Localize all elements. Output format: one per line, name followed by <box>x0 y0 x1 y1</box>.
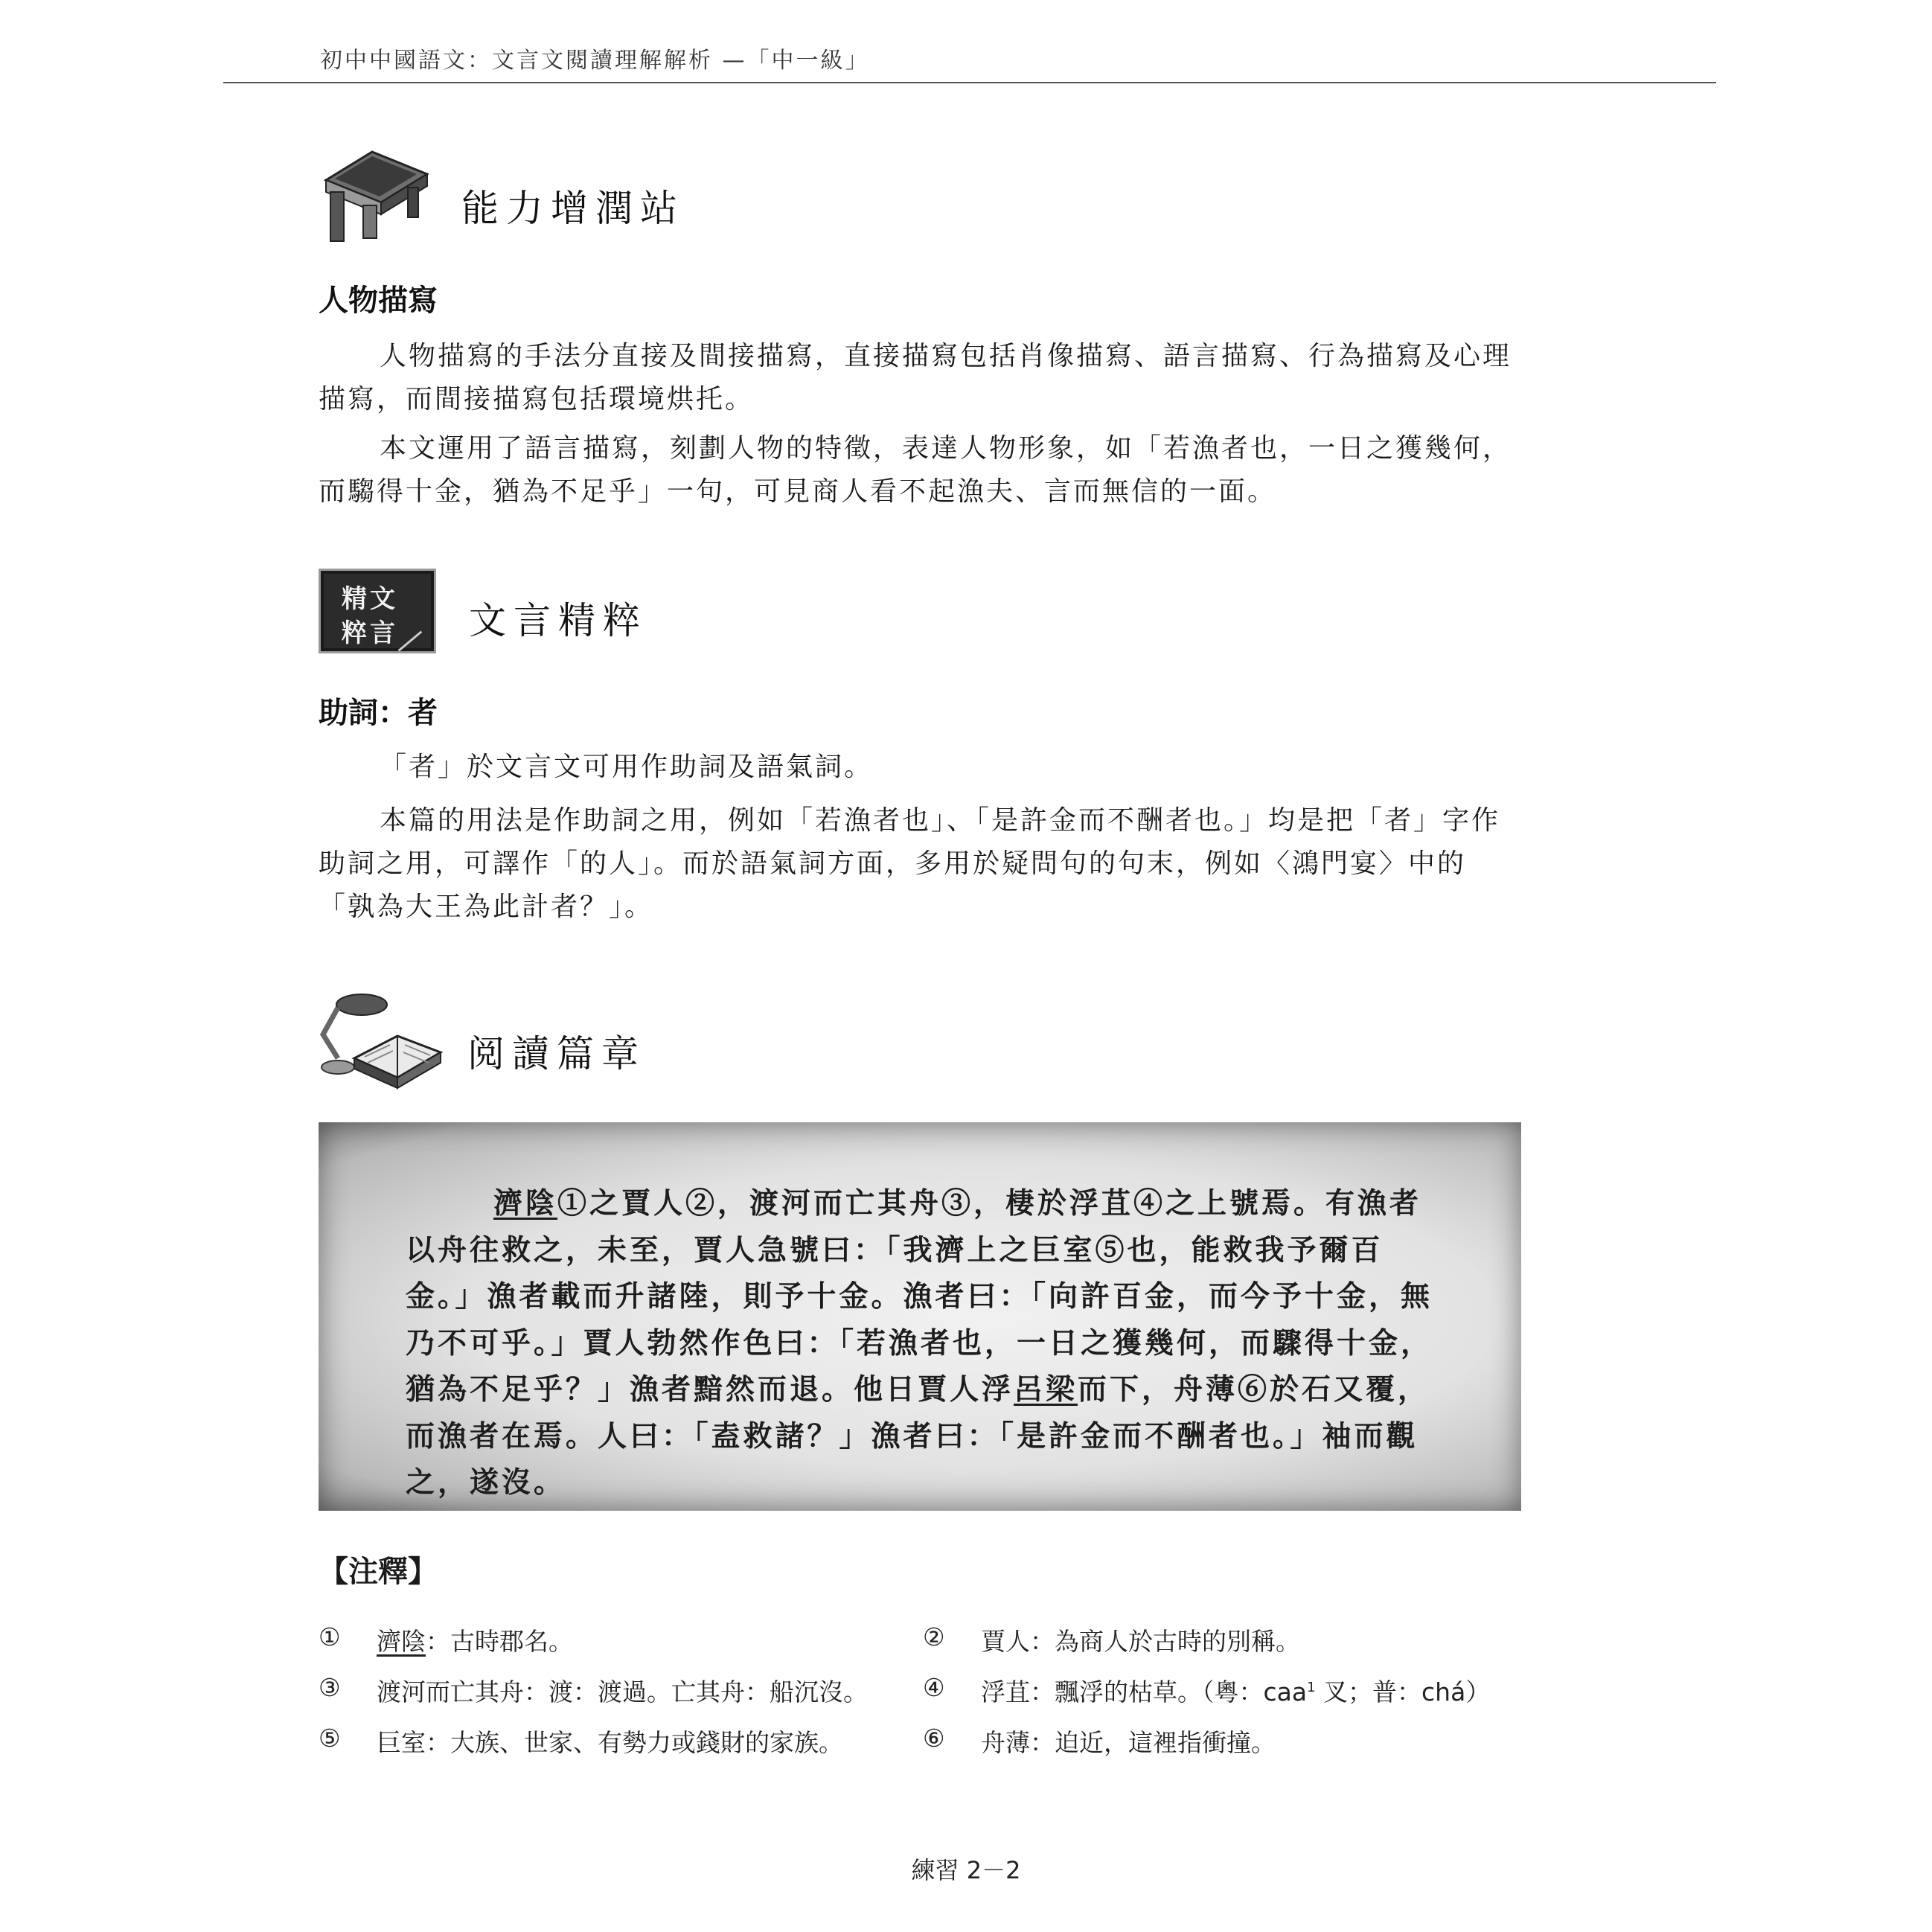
tone-number: 1 <box>1307 1680 1316 1695</box>
note-number: ⑥ <box>923 1724 945 1753</box>
section-title-reading: 阅讀篇章 <box>467 1032 646 1075</box>
paragraph: 人物描寫的手法分直接及間接描寫，直接描寫包括肖像描寫、語言描寫、行為描寫及心理描寫，而間接描寫包括環境烘托。 <box>319 341 1512 415</box>
subhead-particle: 助詞：者 <box>319 696 438 730</box>
page-number: 練習 2－2 <box>911 1856 1021 1884</box>
paragraph: 本文運用了語言描寫，刻劃人物的特徵，表達人物形象，如「若漁者也，一日之獲幾何，而騶得十金，猶為不足乎」一句，可見商人看不起漁夫、言而無信的一面。 <box>319 433 1512 507</box>
essence-badge-icon <box>319 569 436 653</box>
note-definition: 浮苴：飄浮的枯草。（粵：caa <box>981 1677 1308 1707</box>
note-definition: ：古時郡名。 <box>426 1627 573 1656</box>
paragraph: 「者」於文言文可用作助詞及語氣詞。 <box>380 752 874 782</box>
note-text <box>377 1622 573 1657</box>
section-title-ability: 能力增潤站 <box>461 187 685 230</box>
reading-lamp-book-icon <box>316 990 444 1097</box>
section-title-essence: 文言精粹 <box>469 599 647 642</box>
passage-text: 而下，舟薄⑥於石又覆，而漁者在焉。人曰：「盍救諸？」漁者曰：「是許金而不酬者也。」袖而觀之，遂沒。 <box>406 1372 1430 1500</box>
underlined-place-name: 呂梁 <box>1014 1372 1078 1407</box>
note-text: 舟薄：迫近，這裡指衝撞。 <box>981 1728 1276 1757</box>
note-text: 賈人：為商人於古時的別稱。 <box>981 1627 1300 1656</box>
note-term: 濟陰 <box>377 1627 426 1656</box>
note-definition: 叉；普：chá） <box>1315 1677 1491 1707</box>
subhead-character-portrayal: 人物描寫 <box>319 284 438 318</box>
note-number: ② <box>923 1622 945 1651</box>
note-number: ③ <box>319 1673 341 1702</box>
notes-heading: 【注釋】 <box>319 1555 438 1589</box>
note-text: 渡河而亡其舟：渡：渡過。亡其舟：船沉沒。 <box>377 1677 868 1707</box>
note-number: ① <box>319 1622 341 1651</box>
note-number: ⑤ <box>319 1724 341 1753</box>
paragraph: 本篇的用法是作助詞之用，例如「若漁者也」、「是許金而不酬者也。」均是把「者」字作助詞之用，可譯作「的人」。而於語氣詞方面，多用於疑問句的句末，例如〈鴻門宴〉中的「孰為大王為此計者？」。 <box>319 805 1501 922</box>
classical-passage <box>406 1180 1448 1506</box>
passage-text: ①之賈人②，渡河而亡其舟③，棲於浮苴④之上號焉。有漁者以舟往救之，未至，賈人急號曰：「我濟上之巨室⑤也，能救我予爾百金。」漁者載而升諸陸，則予十金。漁者曰：「向許百金，而今予十金，無乃不可乎。」賈人勃然作色曰：「若漁者也，一日之獲幾何，而驟得十金，猶為不足乎？」漁者黯然而退。他日賈人浮 <box>406 1186 1433 1407</box>
note-number: ④ <box>923 1673 945 1702</box>
note-text: 巨室：大族、世家、有勢力或錢財的家族。 <box>377 1728 843 1757</box>
desk-icon <box>319 146 429 246</box>
underlined-place-name: 濟陰 <box>493 1186 558 1221</box>
note-text <box>981 1673 1490 1708</box>
chalk-stroke <box>398 630 423 651</box>
badge-line: 粹言 <box>342 618 398 648</box>
badge-line: 精文 <box>342 584 398 614</box>
header-divider <box>223 82 1716 83</box>
running-header: 初中中國語文：文言文閱讀理解解析 —「中一級」 <box>320 48 870 74</box>
